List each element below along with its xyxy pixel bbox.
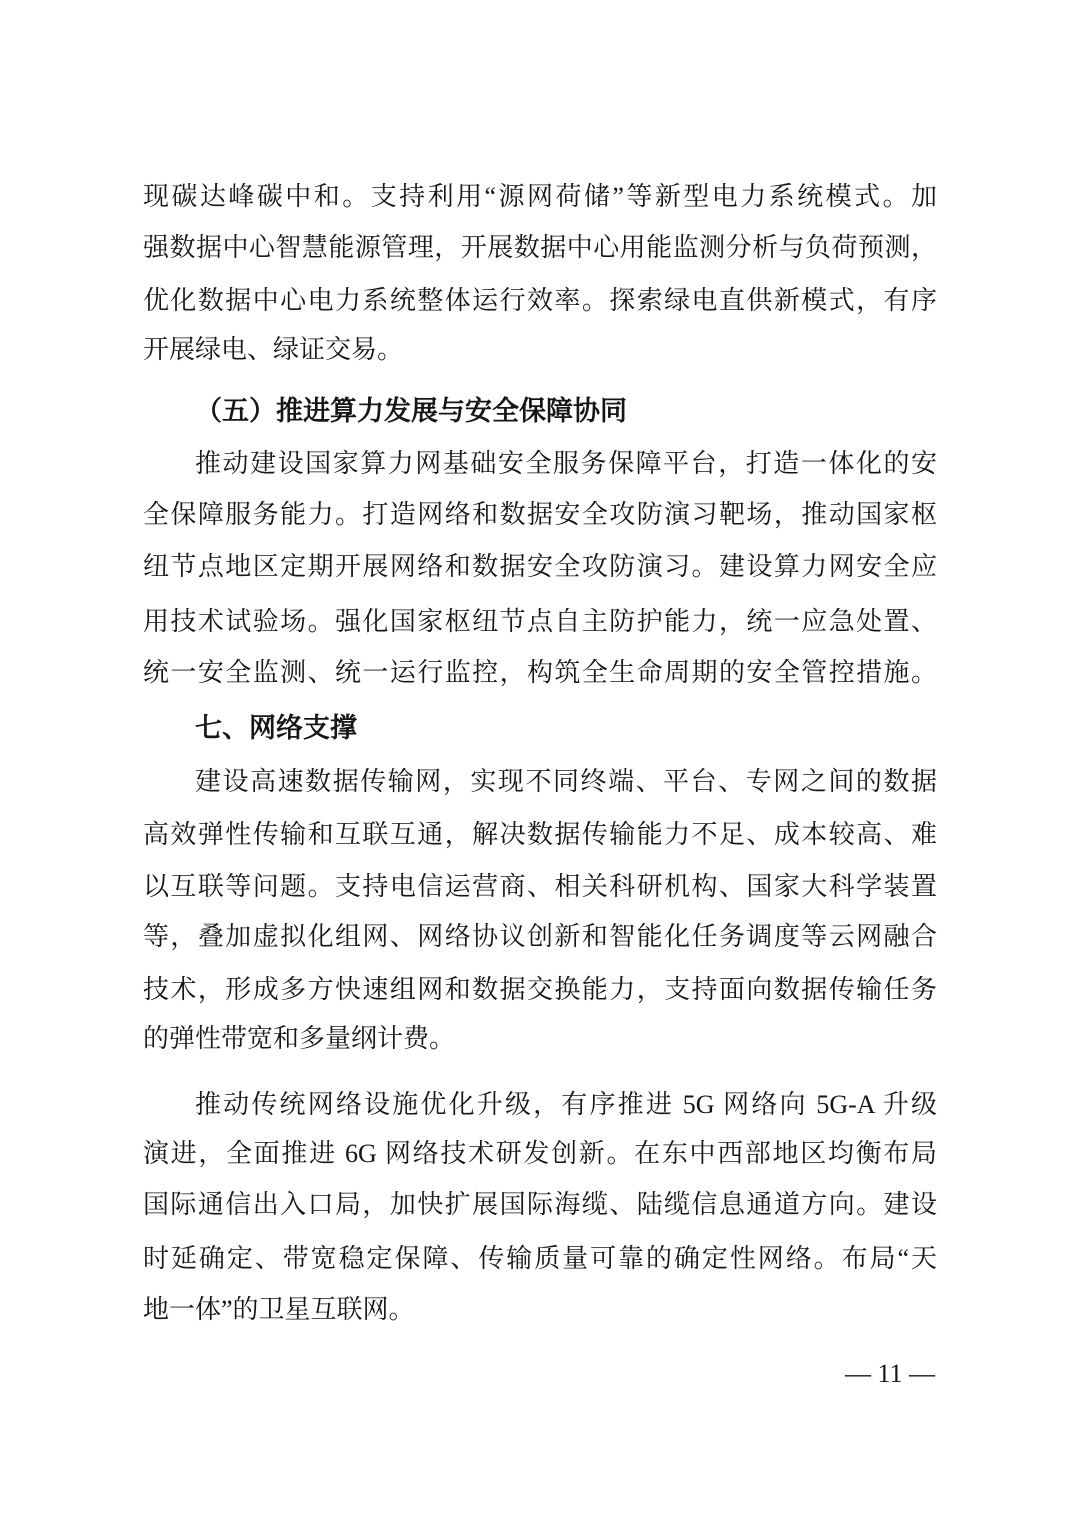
para-line: 演进，全面推进 6G 网络技术研发创新。在东中西部地区均衡布局: [143, 1139, 937, 1168]
para-line: 强数据中心智慧能源管理，开展数据中心用能监测分析与负荷预测，: [143, 233, 937, 262]
para-line: 推动建设国家算力网基础安全服务保障平台，打造一体化的安: [195, 449, 937, 478]
text-area: [143, 0, 937, 1527]
page-number: — 11 —: [844, 1359, 935, 1388]
para-line: 推动传统网络设施优化升级，有序推进 5G 网络向 5G-A 升级: [195, 1090, 937, 1119]
para-line: 开展绿电、绿证交易。: [143, 335, 404, 364]
chapter-heading: 七、网络支撑: [195, 713, 357, 743]
para-line: 以互联等问题。支持电信运营商、相关科研机构、国家大科学装置: [143, 872, 937, 901]
para-line: 地一体”的卫星互联网。: [143, 1295, 415, 1324]
para-line: 的弹性带宽和多量纲计费。: [143, 1024, 456, 1053]
para-line: 高效弹性传输和互联互通，解决数据传输能力不足、成本较高、难: [143, 820, 937, 849]
para-line: 用技术试验场。强化国家枢纽节点自主防护能力，统一应急处置、: [143, 607, 937, 636]
para-line: 建设高速数据传输网，实现不同终端、平台、专网之间的数据: [195, 767, 937, 796]
para-line: 等，叠加虚拟化组网、网络协议创新和智能化任务调度等云网融合: [143, 922, 937, 951]
para-line: 统一安全监测、统一运行监控，构筑全生命周期的安全管控措施。: [143, 658, 937, 687]
para-line: 现碳达峰碳中和。支持利用“源网荷储”等新型电力系统模式。加: [143, 182, 937, 211]
para-line: 纽节点地区定期开展网络和数据安全攻防演习。建设算力网安全应: [143, 552, 937, 581]
para-line: 优化数据中心电力系统整体运行效率。探索绿电直供新模式，有序: [143, 286, 937, 315]
para-line: 国际通信出入口局，加快扩展国际海缆、陆缆信息通道方向。建设: [143, 1190, 937, 1219]
section-heading: （五）推进算力发展与安全保障协同: [195, 396, 627, 426]
para-line: 全保障服务能力。打造网络和数据安全攻防演习靶场，推动国家枢: [143, 500, 937, 529]
para-line: 时延确定、带宽稳定保障、传输质量可靠的确定性网络。布局“天: [143, 1244, 937, 1273]
para-line: 技术，形成多方快速组网和数据交换能力，支持面向数据传输任务: [143, 975, 937, 1004]
